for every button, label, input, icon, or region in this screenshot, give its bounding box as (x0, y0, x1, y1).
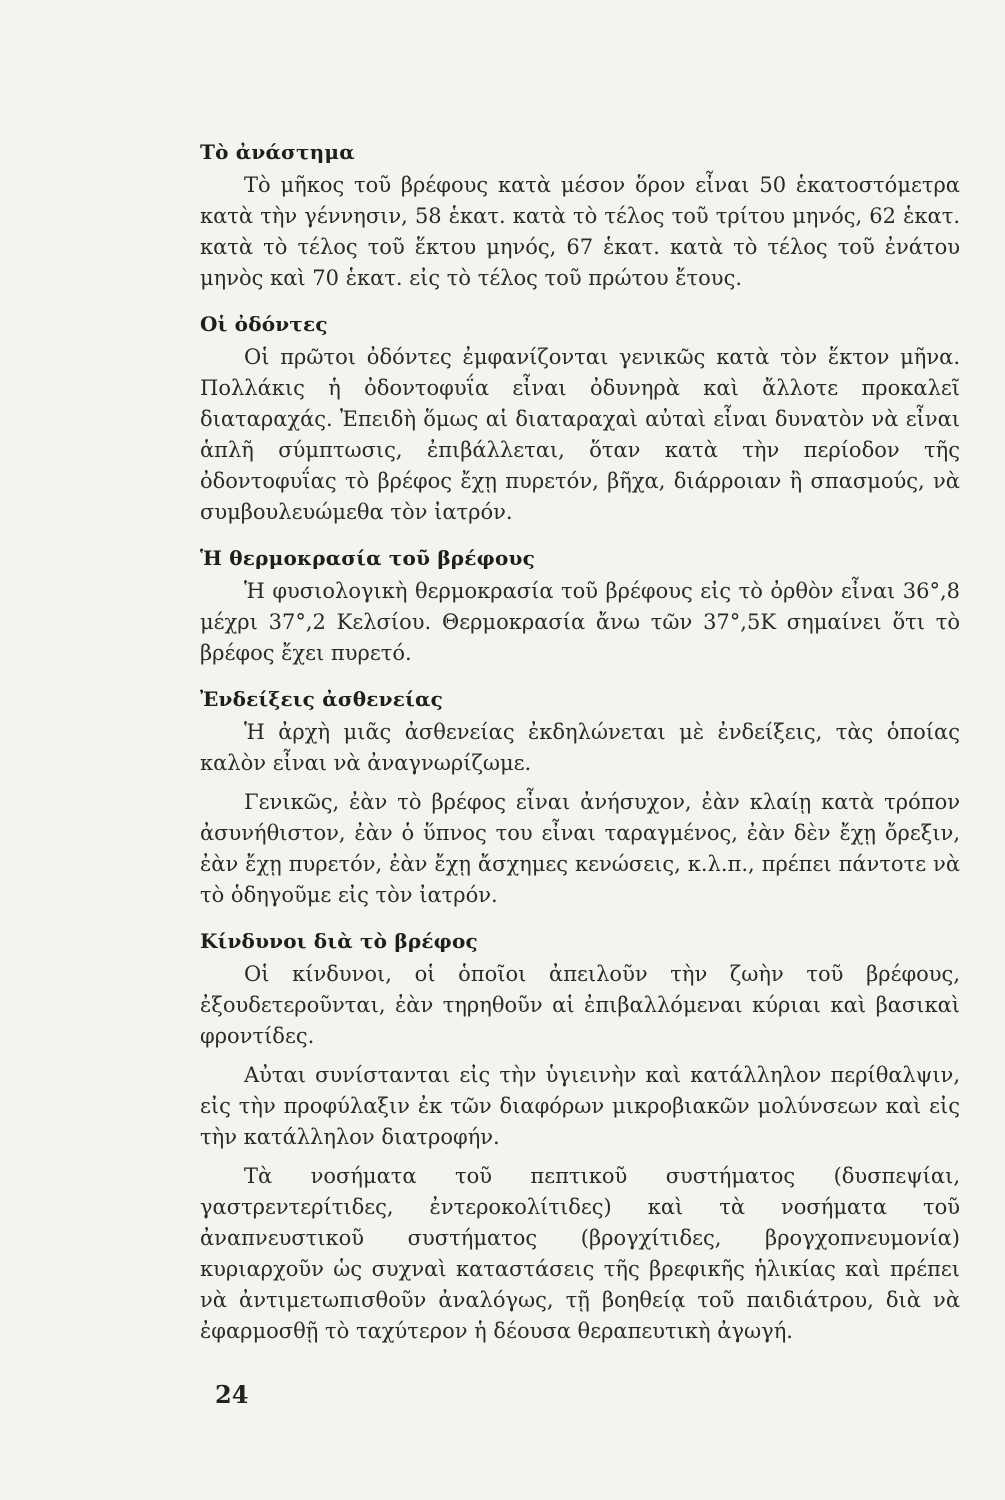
paragraph: Τὰ νοσήματα τοῦ πεπτικοῦ συστήματος (δυσπεψίαι, γαστρεντερίτιδες, ἐντεροκολίτιδες) καὶ τὰ νοσήματα τοῦ ἀναπνευστικοῦ συστήματος (βρογχίτιδες, βρογχοπνευμονία) κυριαρχοῦν ὡς συχναὶ καταστάσεις τῆς βρεφικῆς ἡλικίας καὶ πρέπει νὰ ἀντιμετωπισθοῦν ἀναλόγως, τῇ βοηθείᾳ τοῦ παιδιάτρου, διὰ νὰ ἐφαρμοσθῇ τὸ ταχύτερον ἡ δέουσα θεραπευτικὴ ἀγωγή. (200, 1164, 960, 1343)
page-number: 24 (215, 1380, 249, 1409)
section-height (200, 140, 960, 294)
paragraph: Ἡ φυσιολογικὴ θερμοκρασία τοῦ βρέφους εἰς τὸ ὀρθὸν εἶναι 36°,8 μέχρι 37°,2 Κελσίου. Θερμοκρασία ἄνω τῶν 37°,5Κ σημαίνει ὅτι τὸ βρέφος ἔχει πυρετό. (200, 579, 960, 665)
section-teeth (200, 312, 960, 528)
paragraph: Ἡ ἀρχὴ μιᾶς ἀσθενείας ἐκδηλώνεται μὲ ἐνδείξεις, τὰς ὁποίας καλὸν εἶναι νὰ ἀναγνωρίζωμε. (200, 720, 960, 775)
paragraph: Τὸ μῆκος τοῦ βρέφους κατὰ μέσον ὅρον εἶναι 50 ἑκατοστόμετρα κατὰ τὴν γέννησιν, 58 ἑκατ. κατὰ τὸ τέλος τοῦ τρίτου μηνός, 62 ἑκατ. κατὰ τὸ τέλος τοῦ ἕκτου μηνός, 67 ἑκατ. κατὰ τὸ τέλος τοῦ ἐνάτου μηνὸς καὶ 70 ἑκατ. εἰς τὸ τέλος τοῦ πρώτου ἔτους. (200, 173, 960, 290)
section-heading: Τὸ ἀνάστημα (200, 140, 355, 164)
paragraph: Οἱ κίνδυνοι, οἱ ὁποῖοι ἀπειλοῦν τὴν ζωὴν τοῦ βρέφους, ἐξουδετεροῦνται, ἐὰν τηρηθοῦν αἱ ἐπιβαλλόμεναι κύριαι καὶ βασικαὶ φροντίδες. (200, 962, 960, 1048)
section-illness-signs (200, 687, 960, 911)
section-heading: Ἡ θερμοκρασία τοῦ βρέφους (200, 546, 535, 570)
section-dangers (200, 929, 960, 1347)
paragraph: Αὐται συνίστανται εἰς τὴν ὑγιεινὴν καὶ κατάλληλον περίθαλψιν, εἰς τὴν προφύλαξιν ἐκ τῶν διαφόρων μικροβιακῶν μολύνσεων καὶ εἰς τὴν κατάλληλον διατροφήν. (200, 1063, 960, 1149)
section-heading: Ἐνδείξεις ἀσθενείας (200, 687, 443, 711)
section-heading: Κίνδυνοι διὰ τὸ βρέφος (200, 929, 478, 953)
paragraph: Οἱ πρῶτοι ὀδόντες ἐμφανίζονται γενικῶς κατὰ τὸν ἕκτον μῆνα. Πολλάκις ἡ ὀδοντοφυΐα εἶναι ὀδυνηρὰ καὶ ἄλλοτε προκαλεῖ διαταραχάς. Ἐπειδὴ ὅμως αἱ διαταραχαὶ αὐταὶ εἶναι δυνατὸν νὰ εἶναι ἁπλῆ σύμπτωσις, ἐπιβάλλεται, ὅταν κατὰ τὴν περίοδον τῆς ὀδοντοφυΐας τὸ βρέφος ἔχῃ πυρετόν, βῆχα, διάρροιαν ἢ σπασμούς, νὰ συμβουλευώμεθα τὸν ἰατρόν. (200, 345, 960, 524)
paragraph: Γενικῶς, ἐὰν τὸ βρέφος εἶναι ἀνήσυχον, ἐὰν κλαίῃ κατὰ τρόπον ἀσυνήθιστον, ἐὰν ὁ ὕπνος του εἶναι ταραγμένος, ἐὰν δὲν ἔχῃ ὄρεξιν, ἐὰν ἔχῃ πυρετόν, ἐὰν ἔχῃ ἄσχημες κενώσεις, κ.λ.π., πρέπει πάντοτε νὰ τὸ ὁδηγοῦμε εἰς τὸν ἰατρόν. (200, 790, 960, 907)
page-content (200, 140, 960, 1365)
section-temperature (200, 546, 960, 669)
section-heading: Οἱ ὀδόντες (200, 312, 328, 336)
